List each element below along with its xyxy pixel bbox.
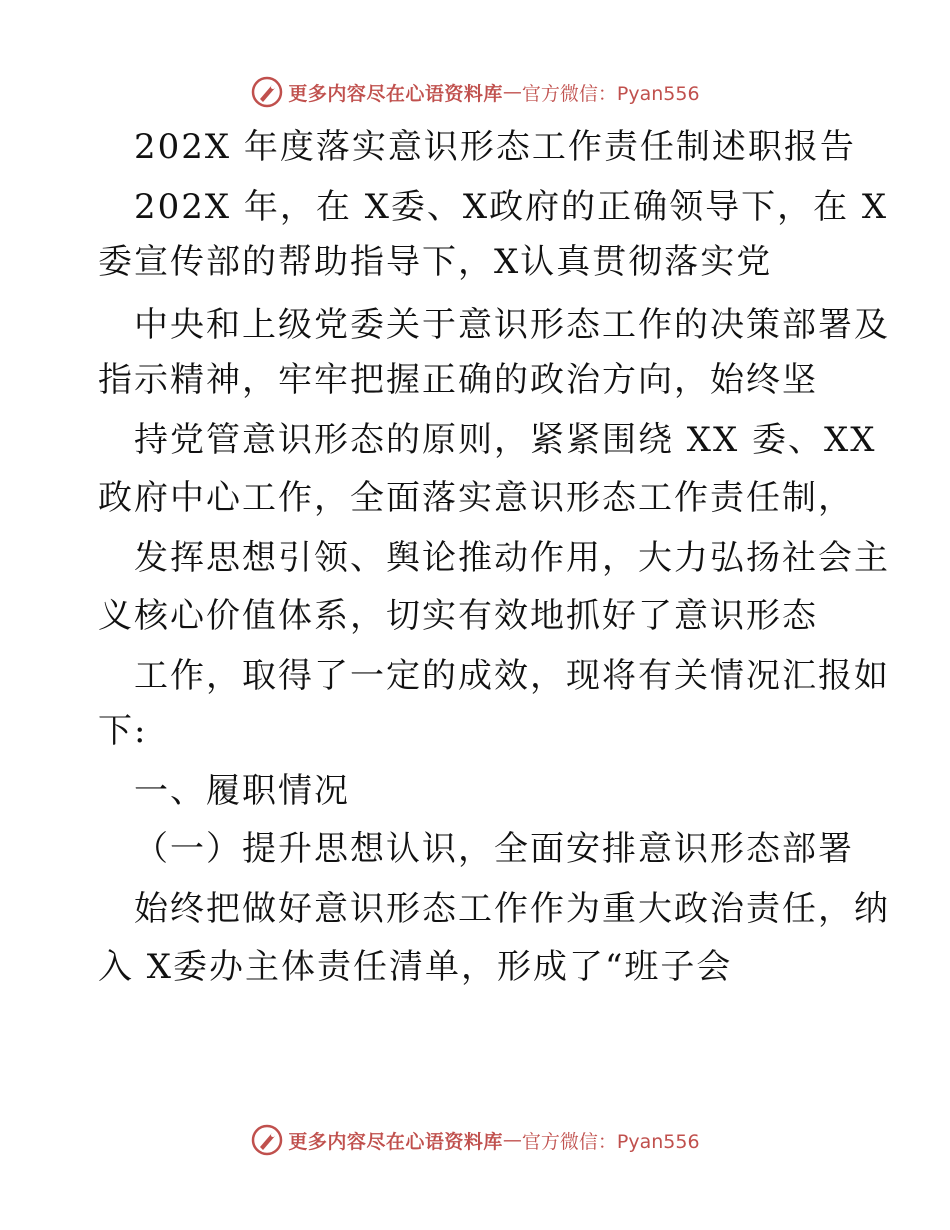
- paragraph-line: 下:: [98, 711, 148, 751]
- watermark-brand: 更多内容尽在心语资料库: [288, 82, 503, 105]
- section-heading: 一、履职情况: [134, 771, 350, 811]
- paragraph-line: 义核心价值体系，切实有效地抓好了意识形态: [98, 596, 818, 636]
- paragraph-line: 202X 年，在 X委、X政府的正确领导下，在 X: [134, 187, 889, 227]
- watermark-separator: —: [502, 81, 522, 103]
- footer-watermark: [0, 1120, 950, 1160]
- pen-nib-logo-icon: [250, 1123, 284, 1157]
- watermark-separator: —: [502, 1129, 522, 1151]
- watermark-wechat: 官方微信：Pyan556: [521, 1130, 700, 1153]
- watermark-wechat: 官方微信：Pyan556: [521, 82, 700, 105]
- document-title: 202X 年度落实意识形态工作责任制述职报告: [134, 127, 856, 167]
- paragraph-line: 委宣传部的帮助指导下，X认真贯彻落实党: [98, 242, 773, 282]
- header-watermark: [0, 72, 950, 112]
- paragraph-line: 发挥思想引领、舆论推动作用，大力弘扬社会主: [134, 538, 890, 578]
- paragraph-line: 中央和上级党委关于意识形态工作的决策部署及: [134, 305, 890, 345]
- paragraph-line: 指示精神，牢牢把握正确的政治方向，始终坚: [98, 360, 818, 400]
- paragraph-line: 政府中心工作，全面落实意识形态工作责任制，: [98, 478, 854, 518]
- paragraph-line: 入 X委办主体责任清单，形成了“班子会: [98, 947, 733, 987]
- watermark-brand: 更多内容尽在心语资料库: [288, 1130, 503, 1153]
- paragraph-line: 始终把做好意识形态工作作为重大政治责任，纳: [134, 889, 890, 929]
- paragraph-line: 工作，取得了一定的成效，现将有关情况汇报如: [134, 656, 890, 696]
- subsection-heading: （一）提升思想认识，全面安排意识形态部署: [134, 829, 854, 869]
- pen-nib-logo-icon: [250, 75, 284, 109]
- paragraph-line: 持党管意识形态的原则，紧紧围绕 XX 委、XX: [134, 420, 877, 460]
